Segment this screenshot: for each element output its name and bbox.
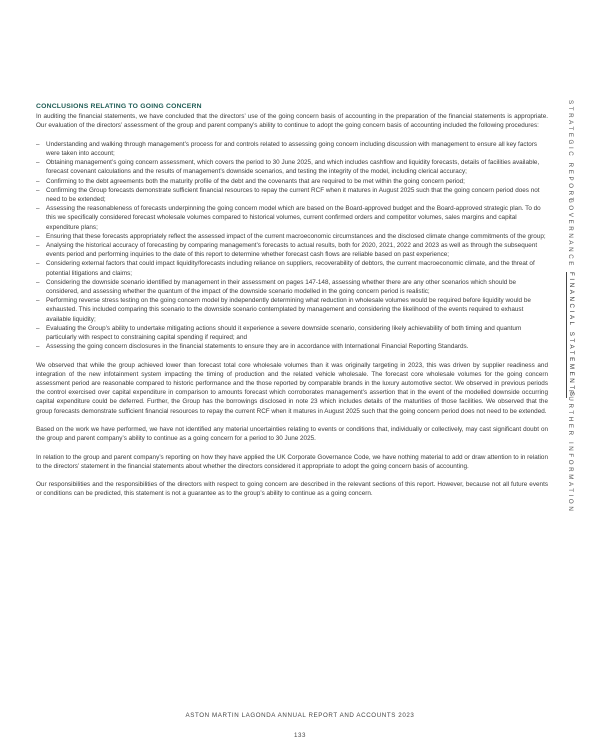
main-content — [36, 102, 548, 508]
list-item — [36, 241, 548, 259]
bullet-dash: – — [36, 140, 40, 148]
list-item — [36, 259, 548, 277]
list-item — [36, 324, 548, 342]
list-item — [36, 140, 548, 158]
nav-label[interactable]: FINANCIAL STATEMENTS — [568, 272, 575, 399]
page-number: 133 — [293, 732, 307, 739]
list-item-text: Obtaining management’s going concern assessment, which covers the period to 30 June 2025, and which includes cashflow and liquidity forecasts, details of facilities available, forecast covenant calculations and the results of management’s downside scenarios, and testing the integrity of the model, including clerical accuracy; — [46, 159, 540, 176]
bullet-dash: – — [36, 324, 40, 332]
section-nav — [564, 100, 578, 514]
bullet-dash: – — [36, 177, 40, 185]
list-item-text: Evaluating the Group’s ability to undertake mitigating actions should it experience a severe downside scenario, considering likely achievability of both timing and quantum particularly with respect to constraining capital spending if required; and — [46, 324, 522, 342]
list-item-text: Confirming the Group forecasts demonstrate sufficient financial resources to repay the current RCF when it matures in August 2025 such that the going concern period does not need to be extended; — [46, 186, 540, 204]
bullet-dash: – — [36, 260, 40, 268]
list-item-text: Assessing the reasonableness of forecasts underpinning the going concern model which are based on the Board-approved budget and the Board-approved strategic plan. To do this we specifically considered forecast wholesale volumes compared to historical volumes, current confirmed orders and competitor volumes, sales margins and capital expenditure plans; — [46, 205, 541, 231]
bullet-dash: – — [36, 205, 40, 213]
body-paragraph: Our responsibilities and the responsibilities of the directors with respect to going concern are described in the relevant sections of this report. However, because not all future events or conditions can be predicted, this statement is not a guarantee as to the group’s ability to continue as a going concern. — [36, 481, 548, 498]
body-paragraph: In relation to the group and parent company’s reporting on how they have applied the UK Corporate Governance Code, we have nothing material to add or draw attention to in relation to the directors’ statement in the financial statements about whether the directors considered it appropriate to adopt the going concern basis of accounting. — [36, 453, 548, 470]
bullet-dash: – — [36, 186, 40, 194]
section-heading: CONCLUSIONS RELATING TO GOING CONCERN — [36, 103, 202, 110]
list-item-text: Ensuring that these forecasts appropriately reflect the assessed impact of the current macroeconomic circumstances and the disclosed climate change commitments of the group; — [46, 232, 546, 240]
procedures-list — [36, 140, 548, 352]
list-item-text: Understanding and walking through management’s process for and controls related to assessing going concern including discussion with management to ensure all key factors were taken into account; — [46, 140, 538, 157]
list-item-text: Assessing the going concern disclosures in the financial statements to ensure they are in accordance with International Financial Reporting Standards. — [46, 343, 469, 351]
intro-paragraph: In auditing the financial statements, we have concluded that the directors’ use of the going concern basis of accounting in the preparation of the financial statements is appropriate. Our evaluation of the directors’ assessment of the group and parent company’s ability to continue to adopt the going concern basis of accounting included the following procedures: — [36, 113, 548, 130]
list-item — [36, 204, 548, 232]
list-item — [36, 278, 548, 296]
nav-label[interactable]: GOVERNANCE — [567, 198, 574, 269]
bullet-dash: – — [36, 343, 40, 351]
body-paragraph: Based on the work we have performed, we have not identified any material uncertainties relating to events or conditions that, individually or collectively, may cast significant doubt on the group and parent company’s ability to continue as a going concern for a period to 30 June 2025. — [36, 426, 548, 443]
body-paragraph: We observed that while the group achieved lower than forecast total core wholesale volumes than it was originally targeting in 2023, this was driven by supplier readiness and integration of the new infotainment system impacting the timing of production and the related vehicle wholesale. The forecast core wholesale volumes for the going concern assessment period are reasonable compared to historic performance and the those reported by comparable brands in the luxury automotive sector. We observed in previous periods the control exercised over capital expenditure in comparison to amounts forecast which corroborates management’s assertion that in the event of the modelled downside occurring capital expenditure could be deferred. Further, the Group has the borrowings disclosed in note 23 which includes details of the maturities of those facilities. We observed that the group forecasts demonstrate sufficient financial resources to repay the current RCF when it matures in August 2025 such that the going concern period does not need to be extended. — [36, 361, 548, 415]
list-item-text: Considering the downside scenario identified by management in their assessment on pages 147-148, assessing whether there are any other scenarios which should be considered, and assessing whether the quantum of the impact of the downside scenario modelled in the going concern period is realistic; — [46, 278, 517, 296]
nav-label[interactable]: FURTHER INFORMATION — [567, 390, 574, 514]
bullet-dash: – — [36, 159, 40, 167]
list-item — [36, 232, 548, 241]
list-item-text: Confirming to the debt agreements both the maturity profile of the debt and the covenants that are required to be met within the going concern period; — [46, 177, 465, 185]
nav-label[interactable]: STRATEGIC REPORT — [567, 100, 574, 204]
bullet-dash: – — [36, 242, 40, 250]
list-item-text: Analysing the historical accuracy of forecasting by comparing management’s forecasts to actual results, both for 2020, 2021, 2022 and 2023 as well as through the subsequent events period and performing inquiries to the date of this report to determine whether forecast cash flows are reliable based on past experience; — [46, 242, 538, 259]
list-item — [36, 296, 548, 324]
list-item — [36, 158, 548, 176]
footer-title: ASTON MARTIN LAGONDA ANNUAL REPORT AND ACCOUNTS 2023 — [185, 712, 415, 719]
list-item-text: Performing reverse stress testing on the going concern model by independently determining what reduction in wholesale volumes would be required before liquidity would be exhausted. This included comparing this scenario to the downside scenario contemplated by management and considering the likelihood of the events required to exhaust available liquidity; — [46, 297, 531, 323]
bullet-dash: – — [36, 278, 40, 286]
list-item — [36, 177, 548, 186]
bullet-dash: – — [36, 232, 40, 240]
list-item — [36, 186, 548, 204]
list-item-text: Considering external factors that could impact liquidity/forecasts including reliance on suppliers, recoverability of debtors, the current macroeconomic climate, and the threat of potential litigations and claims; — [46, 260, 535, 277]
bullet-dash: – — [36, 297, 40, 305]
list-item — [36, 342, 548, 351]
